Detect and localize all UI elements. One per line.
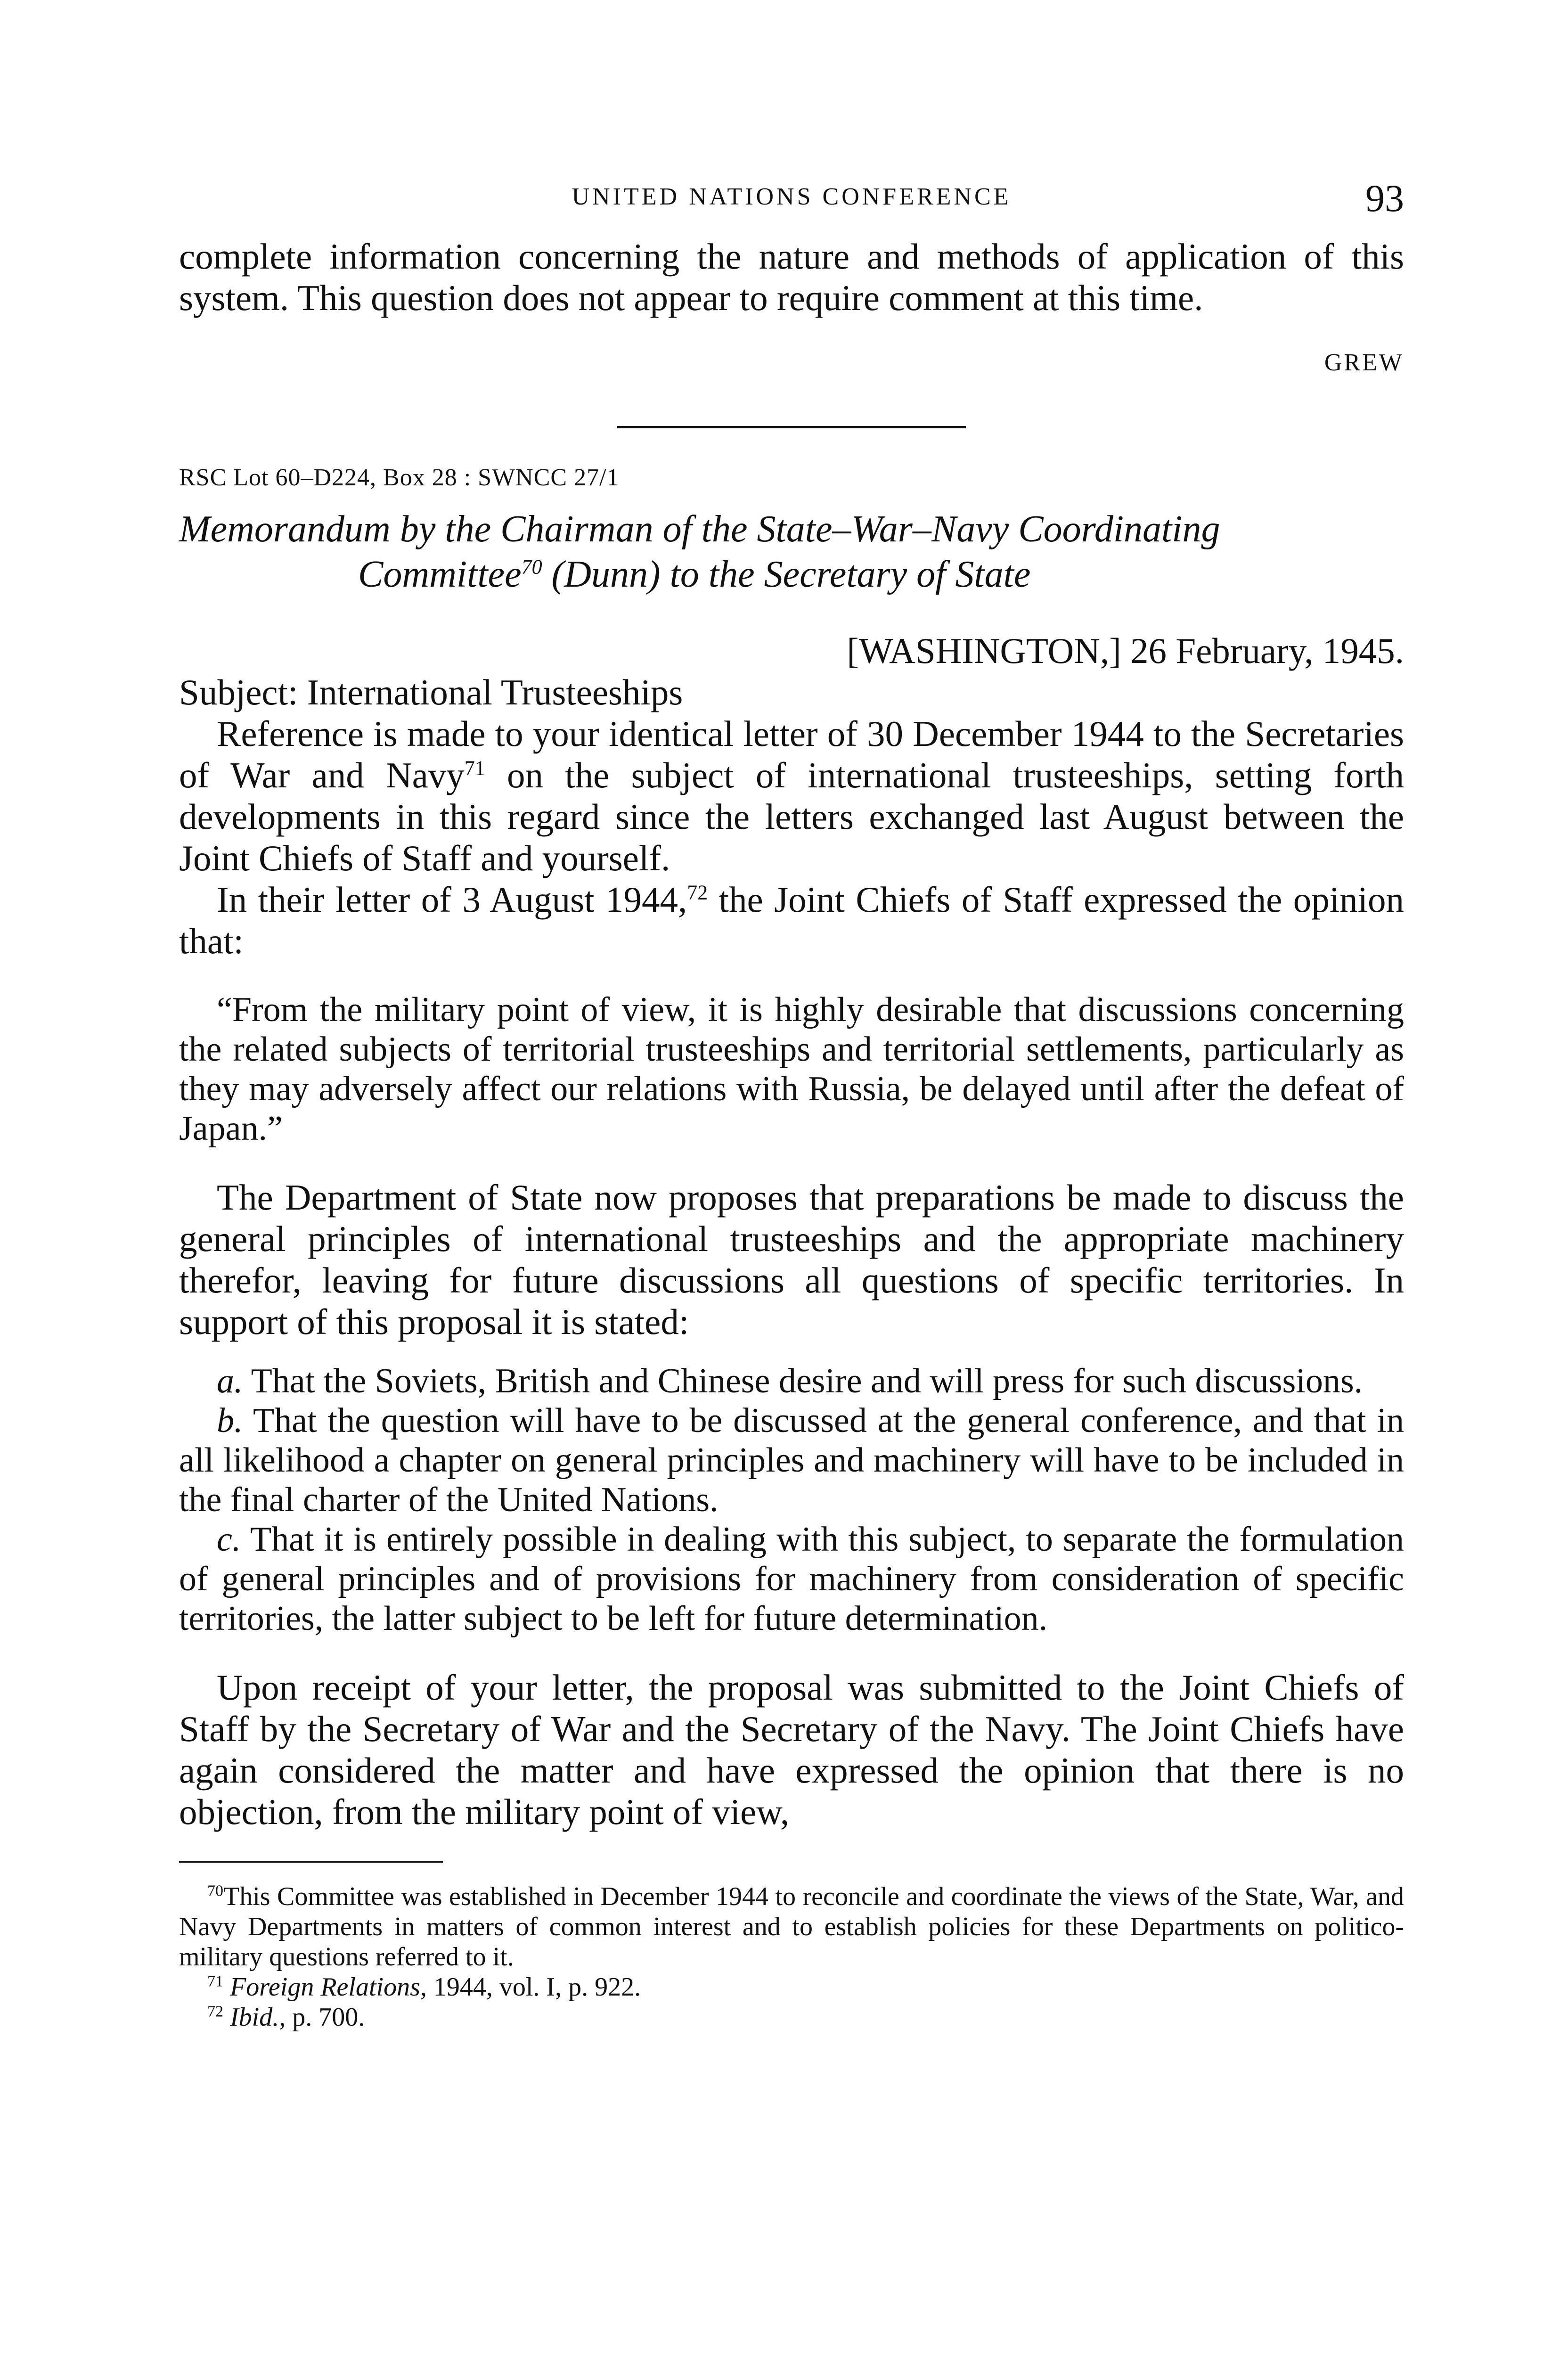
section-divider — [617, 426, 966, 428]
memo-title-line1: Memorandum by the Chairman of the State–War–Navy Coordinating — [179, 508, 1220, 550]
list-item-text: That it is entirely possible in dealing with this subject, to separate the formulation of general principles and of provisions for machinery from consideration of specific territories, the latter subject to be left for future determination. — [179, 1520, 1404, 1638]
running-title: UNITED NATIONS CONFERENCE — [572, 183, 1012, 210]
paragraph-reference-a: Reference is made to your identical letter of 30 December 1944 to the Secretaries of War and Navy — [179, 713, 1404, 795]
footnote-ref-70[interactable]: 70 — [521, 555, 542, 579]
paragraph-reference-b: on the subject of international trusteeships, setting forth developments in this regard since the letters exchanged last August between the Joint Chiefs of Staff and yourself. — [179, 755, 1404, 878]
source-reference: RSC Lot 60–D224, Box 28 : SWNCC 27/1 — [179, 464, 620, 491]
footnote-ref-72[interactable]: 72 — [687, 881, 708, 904]
signature-grew: GREW — [1324, 349, 1404, 376]
footnote-text: p. 700. — [286, 2003, 365, 2032]
list-item-text: That the question will have to be discussed at the general conference, and that in all likelihood a chapter on general principles and machinery will have to be included in the final charter of the United Nations. — [179, 1401, 1404, 1519]
footnote-text: 1944, vol. I, p. 922. — [426, 1972, 641, 2002]
list-item — [179, 1361, 1404, 1401]
paragraph-jcs-letter-b: the Joint Chiefs of Staff expressed the opinion that: — [179, 879, 1404, 961]
memo-title-rest: (Dunn) to the Secretary of State — [542, 554, 1031, 595]
list-item — [179, 1401, 1404, 1520]
memo-title — [179, 507, 1404, 597]
paragraph-receipt: Upon receipt of your letter, the proposal was submitted to the Joint Chiefs of Staff by the Secretary of War and the Secretary of the Navy. The Joint Chiefs have again considered the matter and have expressed the opinion that there is no objection, from the military point of view, — [179, 1667, 1404, 1832]
footnote-divider — [179, 1861, 443, 1863]
subject-line: Subject: International Trusteeships — [179, 672, 683, 712]
list-marker: c. — [217, 1520, 241, 1559]
footnote-71 — [179, 1972, 1404, 2002]
memo-title-line2 — [179, 552, 1404, 597]
footnote-number: 70 — [207, 1882, 223, 1900]
continuation-paragraph: complete information concerning the nature and methods of application of this system. This question does not appear to require comment at this time. — [179, 236, 1404, 318]
list-item-text: That the Soviets, British and Chinese desire and will press for such discussions. — [243, 1362, 1363, 1400]
page-number: 93 — [1365, 177, 1404, 220]
footnote-70 — [179, 1882, 1404, 1972]
footnote-italic: Ibid., — [230, 2003, 286, 2032]
footnote-ref-71[interactable]: 71 — [464, 756, 485, 780]
running-header — [179, 177, 1404, 221]
footnote-text: This Committee was established in December 1944 to reconcile and coordinate the views of the State, War, and Navy Departments in matters of common interest and to establish policies for these Departments on politico-military questions referred to it. — [179, 1882, 1404, 1972]
footnotes — [179, 1882, 1404, 2032]
footnote-72 — [179, 2002, 1404, 2032]
memo-title-committee: Committee — [358, 554, 522, 595]
lettered-list — [179, 1361, 1404, 1638]
footnote-number: 72 — [207, 2003, 223, 2021]
block-quote: “From the military point of view, it is highly desirable that discussions concerning the related subjects of territorial trusteeships and territorial settlements, particularly as they may adversely affect our relations with Russia, be delayed until after the defeat of Japan.” — [179, 990, 1404, 1148]
footnote-number: 71 — [207, 1972, 223, 1990]
paragraph-reference — [179, 713, 1404, 879]
list-marker: b. — [217, 1401, 243, 1440]
page-body — [179, 236, 1404, 2032]
list-item — [179, 1520, 1404, 1638]
paragraph-jcs-letter — [179, 879, 1404, 962]
paragraph-state-proposal: The Department of State now proposes that preparations be made to discuss the general principles of international trusteeships and the appropriate machinery therefor, leaving for future discussions all questions of specific territories. In support of this proposal it is stated: — [179, 1177, 1404, 1342]
list-marker: a. — [217, 1362, 243, 1400]
dateline: [WASHINGTON,] 26 February, 1945. — [847, 630, 1404, 671]
footnote-italic: Foreign Relations, — [230, 1972, 427, 2002]
paragraph-jcs-letter-a: In their letter of 3 August 1944, — [217, 879, 687, 920]
